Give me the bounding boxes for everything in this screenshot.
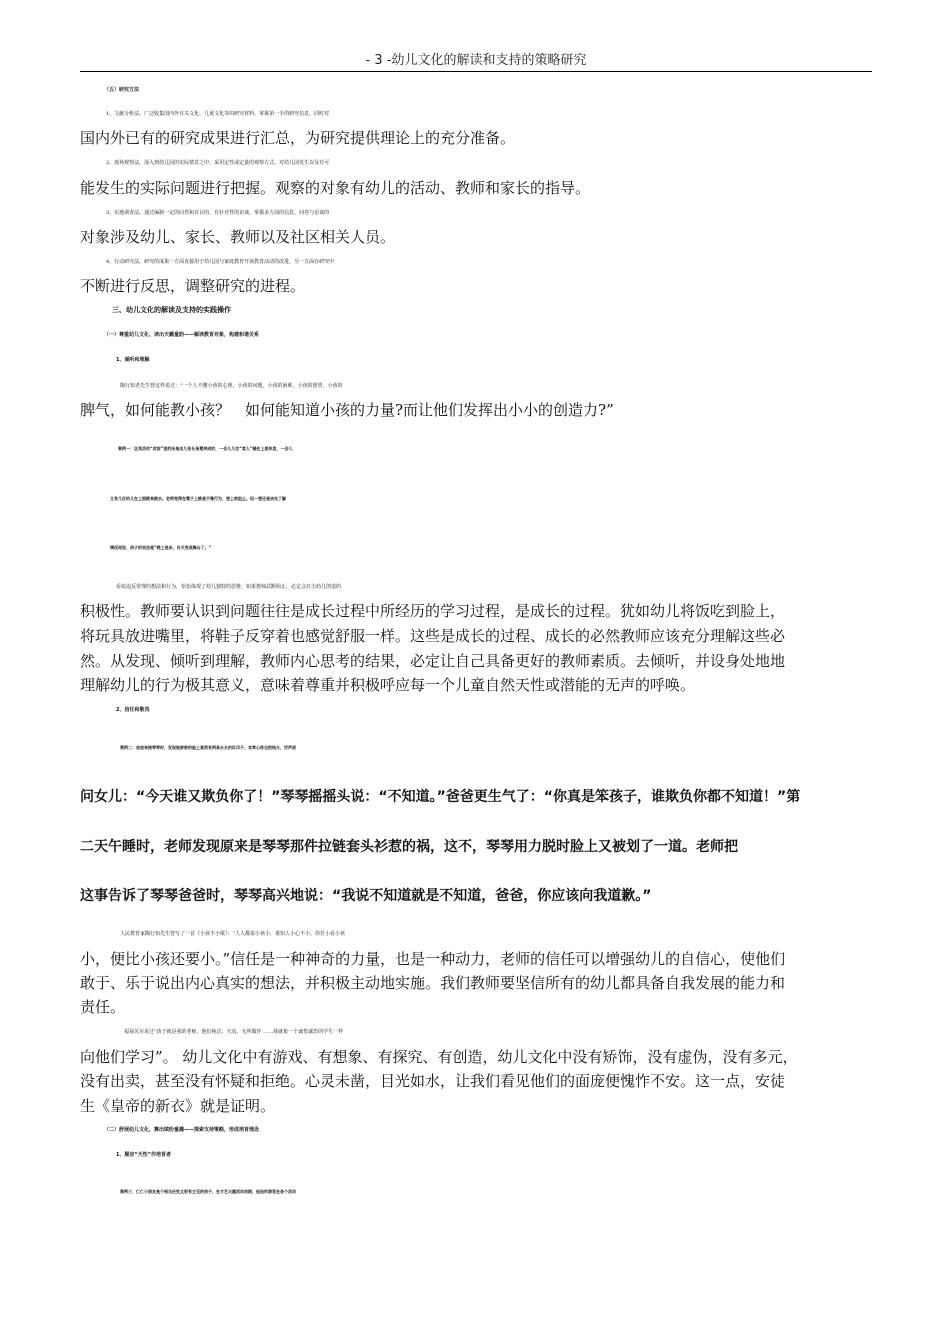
case-line: 这事告诉了琴琴爸爸时，琴琴高兴地说：“我说不知道就是不知道，爸爸，你应该向我道歉。”: [80, 888, 652, 904]
paragraph-line: 1、文献分析法。广泛收集国内外有关文化、儿童文化等的研究材料，掌握第一手的研究信息，同时对: [106, 111, 330, 117]
paragraph-line: 国内外已有的研究成果进行汇总，为研究提供理论上的充分准备。: [80, 129, 516, 147]
paragraph-line: 不断进行反思，调整研究的进程。: [80, 277, 306, 295]
paragraph-line: 然。从发现、倾听到理解，教师内心思考的结果，必定让自己具备更好的教师素质。去倾听，并设身处地地: [80, 652, 786, 670]
case-line: 问女儿：“今天谁又欺负你了！”琴琴摇摇头说：“不知道。”爸爸更生气了：“你真是笨孩子，谁欺负你都不知道！”第: [80, 789, 801, 805]
paragraph-line: 能发生的实际问题进行把握。观察的对象有幼儿的活动、教师和家长的指导。: [80, 179, 591, 197]
case-line: 案例二：爸爸来接琴琴时，发现她胖胖的脸上竟然有两条长长的红印子，非常心疼也很恼火，厉声质: [120, 745, 296, 750]
subsection-heading: 1、顺应“天性”作培育者: [116, 1152, 172, 1158]
subsection-heading: 2、信任和敬畏: [116, 707, 150, 713]
paragraph-line: 福禄贝尔说过“孩子就是我的老师，他们纯洁、天真、无所做作 ……我就象一个诚惶诚恐的学生一样: [124, 1029, 344, 1035]
chapter-heading: 三、幼儿文化的解读及支持的实践操作: [112, 306, 231, 314]
paragraph-line: 4、行动研究法。研究的成果一方面直接用于幼儿园与家庭教育开展教育活动的改进，另一方面在研究中: [106, 259, 335, 265]
paragraph-line: 向他们学习”。 幼儿文化中有游戏、有想象、有探究、有创造，幼儿文化中没有矫饰，没有虚伪，没有多元，: [80, 1048, 798, 1066]
section-heading-research-methods: （五）研究方法: [104, 87, 140, 93]
paragraph-line: 对象涉及幼儿、家长、教师以及社区相关人员。: [80, 228, 396, 246]
paragraph-line: 看似违反常理的想法和行为，恰恰体现了幼儿独特的思维，如果教师武断阻止，必定会打击幼儿创造的: [116, 584, 342, 590]
paragraph-line: 将玩具放进嘴里，将鞋子反穿着也感觉舒服一样。这些是成长的过程、成长的必然教师应该充分理解这些必: [80, 627, 786, 645]
header-rule: [80, 71, 872, 72]
page-header: - 3 -幼儿文化的解读和支持的策略研究: [365, 53, 587, 68]
case-line: 案例三：仁仁小朋友是个相当任性又很有主见的孩子，在才艺兴趣活动初期，他始终游晃在各个活动: [120, 1189, 296, 1194]
paragraph-line: 2、现场观察法。深入到幼儿园的实际情景之中，采用定性或定量的观察方式，对幼儿园发生以及有可: [106, 160, 330, 166]
paragraph-line: 积极性。教师要认识到问题往往是成长过程中所经历的学习过程，是成长的过程。犹如幼儿将饭吃到脸上，: [80, 602, 786, 620]
paragraph-line: 敢于、乐于说出内心真实的想法，并积极主动地实施。我们教师要坚信所有的幼儿都具备自我发展的能力和: [80, 974, 786, 992]
subsection-heading: 1、倾听和理解: [116, 357, 150, 363]
paragraph-line: 责任。: [80, 998, 126, 1016]
case-line: 又有几位幼儿在上面跳来跳去。老师觉得在凳子上跳是不雅行为，想上前阻止。但一想还是该先了解: [110, 496, 286, 501]
case-line: 情况再说，孩子的说法是“晚上是床，白天变成舞台了。”: [110, 545, 212, 550]
case-line: 案例一：区角活动“宾馆”里的床是由几张长条凳拼成的，一会儿几位“客人”躺在上面休息，一会儿: [118, 446, 293, 451]
paragraph-line: 脾气，如何能教小孩？ 如何能知道小孩的力量?而让他们发挥出小小的创造力?”: [80, 401, 614, 419]
section-heading: （二）舒展幼儿文化，舞出缤纷童趣——探索支持策略，形成培育理念: [104, 1127, 260, 1133]
paragraph-line: 没有出卖，甚至没有怀疑和拒绝。心灵未凿，目光如水，让我们看见他们的面庞便愧怍不安。这一点，安徒: [80, 1072, 786, 1090]
paragraph-line: 陶行知老先生曾这样说过：“一个人不懂小孩的心理，小孩的问题，小孩的困难，小孩的愿望，小孩的: [120, 383, 343, 389]
paragraph-line: 人民教育家陶行知先生曾写了一首《小孩不小歌》：“人人都说小孩小，谁知人小心不小。你若小看小孩: [120, 931, 346, 937]
case-line: 二天午睡时，老师发现原来是琴琴那件拉链套头衫惹的祸，这不，琴琴用力脱时脸上又被划了一道。老师把: [80, 839, 738, 855]
paragraph-line: 小，便比小孩还要小。”信任是一种神奇的力量，也是一种动力，老师的信任可以增强幼儿的自信心，使他们: [80, 950, 786, 968]
section-heading: （一）尊重幼儿文化、读出天籁童韵——解读教育对象，构建和谐关系: [104, 332, 260, 338]
paragraph-line: 理解幼儿的行为极其意义，意味着尊重并积极呼应每一个儿童自然天性或潜能的无声的呼唤。: [80, 676, 696, 694]
paragraph-line: 生《皇帝的新衣》就是证明。: [80, 1097, 276, 1115]
paragraph-line: 3、实地调查法。通过编制一定的问卷和有目的、有针对性的访谈，掌握多方面的信息，问卷与访谈的: [106, 210, 330, 216]
